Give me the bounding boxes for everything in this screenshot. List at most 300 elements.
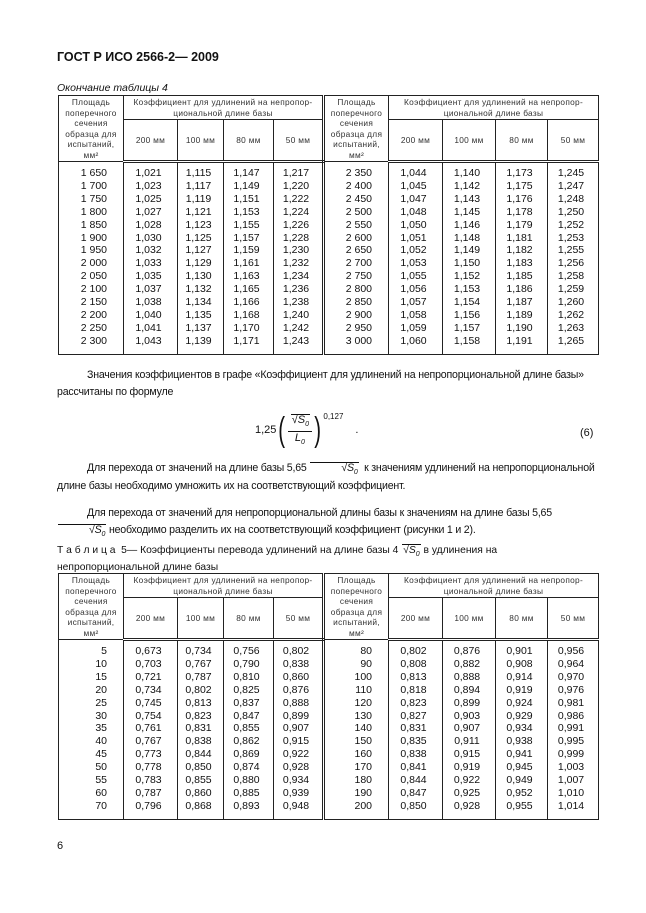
coefficient-cell: 0,850 — [389, 800, 443, 819]
coefficient-cell: 0,882 — [443, 658, 496, 671]
area-cell: 45 — [59, 748, 124, 761]
coefficient-cell: 0,844 — [389, 774, 443, 787]
coefficient-cell: 1,023 — [124, 180, 178, 193]
coefficient-cell: 0,813 — [389, 671, 443, 684]
coefficient-cell: 0,838 — [389, 748, 443, 761]
coefficient-group-header: Коэффициент для удлинений на непропор-циональной длине базы — [124, 574, 324, 598]
area-column-header: Площадь поперечного сечения образца для испытаний, мм² — [324, 96, 389, 162]
area-cell: 140 — [324, 722, 389, 735]
coefficient-cell: 1,129 — [178, 257, 224, 270]
paragraph-formula-intro — [57, 367, 598, 401]
area-cell: 2 300 — [59, 335, 124, 354]
table-row — [59, 257, 599, 270]
page-number: 6 — [57, 840, 64, 852]
document-code-header: ГОСТ Р ИСО 2566-2— 2009 — [57, 50, 219, 64]
coefficient-cell: 0,825 — [224, 684, 274, 697]
coefficient-cell: 0,808 — [389, 658, 443, 671]
coefficient-cell: 0,901 — [496, 640, 548, 658]
caption-text: в удлинения на непропорциональной длине базы — [57, 545, 498, 574]
base-length-header: 80 мм — [496, 598, 548, 640]
area-cell: 2 800 — [324, 283, 389, 296]
base-length-header: 200 мм — [124, 598, 178, 640]
coefficient-cell: 0,885 — [224, 787, 274, 800]
coefficient-cell: 1,134 — [178, 296, 224, 309]
area-cell: 2 600 — [324, 232, 389, 245]
coefficient-cell: 1,183 — [496, 257, 548, 270]
area-cell: 2 400 — [324, 180, 389, 193]
area-cell: 80 — [324, 640, 389, 658]
coefficient-cell: 0,773 — [124, 748, 178, 761]
area-column-header: Площадь поперечного сечения образца для испытаний, мм² — [324, 574, 389, 640]
coefficient-cell: 0,756 — [224, 640, 274, 658]
base-length-header: 100 мм — [443, 120, 496, 162]
area-cell: 1 700 — [59, 180, 124, 193]
coefficient-cell: 1,256 — [548, 257, 599, 270]
formula-exponent: 0,127 — [323, 412, 344, 421]
subscript: 0 — [101, 531, 106, 539]
area-cell: 170 — [324, 761, 389, 774]
coefficient-cell: 1,021 — [124, 162, 178, 180]
base-length-header: 50 мм — [274, 120, 324, 162]
coefficient-cell: 1,056 — [389, 283, 443, 296]
coefficient-cell: 1,178 — [496, 206, 548, 219]
coefficient-cell: 0,869 — [224, 748, 274, 761]
area-cell: 2 350 — [324, 162, 389, 180]
table-row — [59, 244, 599, 257]
coefficient-cell: 1,032 — [124, 244, 178, 257]
coefficient-cell: 0,787 — [178, 671, 224, 684]
coefficient-cell: 0,922 — [274, 748, 324, 761]
coefficient-group-header: Коэффициент для удлинений на непропор-циональной длине базы — [389, 574, 599, 598]
coefficient-cell: 1,243 — [274, 335, 324, 354]
area-cell: 2 200 — [59, 309, 124, 322]
coefficient-cell: 0,673 — [124, 640, 178, 658]
coefficient-cell: 0,837 — [224, 697, 274, 710]
coefficient-cell: 0,952 — [496, 787, 548, 800]
coefficient-cell: 0,949 — [496, 774, 548, 787]
base-length-header: 100 мм — [178, 120, 224, 162]
right-paren: ) — [314, 411, 322, 449]
coefficient-cell: 1,252 — [548, 219, 599, 232]
coefficient-cell: 1,165 — [224, 283, 274, 296]
paragraph-text: необходимо разделить их на соответствующий коэффициент (рисунки 1 и 2). — [108, 524, 476, 536]
area-cell: 1 950 — [59, 244, 124, 257]
coefficient-cell: 1,117 — [178, 180, 224, 193]
coefficient-cell: 1,161 — [224, 257, 274, 270]
coefficient-cell: 0,802 — [389, 640, 443, 658]
coefficient-cell: 1,150 — [443, 257, 496, 270]
base-length-header: 100 мм — [443, 598, 496, 640]
table-row — [59, 658, 599, 671]
coefficient-cell: 1,057 — [389, 296, 443, 309]
coefficient-cell: 1,248 — [548, 193, 599, 206]
coefficient-cell: 1,224 — [274, 206, 324, 219]
table-row — [59, 270, 599, 283]
paragraph-text: Для перехода от значений на длине базы 5,65 — [87, 462, 307, 474]
formula-period: . — [355, 424, 359, 436]
coefficient-cell: 0,802 — [274, 640, 324, 658]
coefficient-cell: 1,242 — [274, 322, 324, 335]
coefficient-cell: 1,179 — [496, 219, 548, 232]
coefficient-cell: 0,790 — [224, 658, 274, 671]
coefficient-cell: 1,159 — [224, 244, 274, 257]
coefficient-cell: 0,915 — [443, 748, 496, 761]
area-cell: 200 — [324, 800, 389, 819]
coefficient-cell: 0,876 — [274, 684, 324, 697]
area-cell: 35 — [59, 722, 124, 735]
coefficient-cell: 1,041 — [124, 322, 178, 335]
coefficient-cell: 0,893 — [224, 800, 274, 819]
subscript: 0 — [353, 469, 358, 477]
coefficient-cell: 0,860 — [178, 787, 224, 800]
coefficient-cell: 1,232 — [274, 257, 324, 270]
coefficient-cell: 0,945 — [496, 761, 548, 774]
coefficient-cell: 0,862 — [224, 735, 274, 748]
table-row — [59, 774, 599, 787]
coefficient-cell: 1,265 — [548, 335, 599, 354]
table-row — [59, 322, 599, 335]
coefficient-cell: 0,928 — [274, 761, 324, 774]
variable: S — [94, 524, 102, 536]
coefficient-cell: 1,038 — [124, 296, 178, 309]
coefficient-cell: 1,145 — [443, 206, 496, 219]
coefficient-cell: 1,014 — [548, 800, 599, 819]
coefficient-cell: 1,149 — [224, 180, 274, 193]
formula-coefficient: 1,25 — [255, 424, 277, 436]
coefficient-cell: 1,143 — [443, 193, 496, 206]
coefficient-cell: 1,059 — [389, 322, 443, 335]
coefficient-cell: 0,874 — [224, 761, 274, 774]
coefficient-cell: 1,127 — [178, 244, 224, 257]
area-cell: 2 100 — [59, 283, 124, 296]
variable: S — [347, 462, 354, 474]
coefficient-cell: 0,981 — [548, 697, 599, 710]
coefficient-cell: 0,899 — [443, 697, 496, 710]
coefficient-cell: 0,888 — [443, 671, 496, 684]
table-row — [59, 640, 599, 658]
coefficient-cell: 1,060 — [389, 335, 443, 354]
coefficient-cell: 1,052 — [389, 244, 443, 257]
table-row — [59, 787, 599, 800]
coefficient-cell: 1,168 — [224, 309, 274, 322]
paragraph-text: Значения коэффициентов в графе «Коэффициент для удлинений на непропорциональной длине базы» рассчитаны по формуле — [57, 369, 584, 398]
table-row — [59, 722, 599, 735]
coefficient-cell: 1,262 — [548, 309, 599, 322]
area-cell: 130 — [324, 710, 389, 723]
area-cell: 2 850 — [324, 296, 389, 309]
area-cell: 2 500 — [324, 206, 389, 219]
table-row — [59, 309, 599, 322]
coefficient-cell: 1,240 — [274, 309, 324, 322]
coefficient-cell: 0,894 — [443, 684, 496, 697]
coefficient-cell: 1,217 — [274, 162, 324, 180]
coefficient-cell: 1,253 — [548, 232, 599, 245]
coefficient-cell: 0,810 — [224, 671, 274, 684]
coefficient-cell: 1,048 — [389, 206, 443, 219]
paragraph-multiply — [57, 460, 598, 495]
base-length-header: 80 мм — [224, 120, 274, 162]
sqrt-s0 — [58, 524, 106, 540]
coefficient-cell: 0,999 — [548, 748, 599, 761]
base-length-header: 200 мм — [389, 598, 443, 640]
formula-denominator: L — [294, 431, 301, 444]
sqrt-symbol — [291, 414, 310, 430]
formula-6 — [255, 410, 358, 450]
area-cell: 1 850 — [59, 219, 124, 232]
coefficient-cell: 1,230 — [274, 244, 324, 257]
coefficient-cell: 0,919 — [496, 684, 548, 697]
coefficient-cell: 0,907 — [443, 722, 496, 735]
coefficient-cell: 1,191 — [496, 335, 548, 354]
table5-caption — [57, 543, 598, 576]
coefficient-cell: 1,189 — [496, 309, 548, 322]
coefficient-cell: 0,941 — [496, 748, 548, 761]
coefficient-cell: 1,007 — [548, 774, 599, 787]
coefficient-cell: 0,734 — [178, 640, 224, 658]
coefficient-cell: 0,831 — [389, 722, 443, 735]
coefficient-cell: 1,236 — [274, 283, 324, 296]
table-row — [59, 296, 599, 309]
coefficient-cell: 0,915 — [274, 735, 324, 748]
paragraph-divide — [57, 505, 598, 540]
coefficient-cell: 0,888 — [274, 697, 324, 710]
coefficient-cell: 0,838 — [274, 658, 324, 671]
coefficient-cell: 1,171 — [224, 335, 274, 354]
base-length-header: 200 мм — [389, 120, 443, 162]
coefficient-cell: 1,010 — [548, 787, 599, 800]
coefficient-cell: 1,146 — [443, 219, 496, 232]
subscript: 0 — [415, 551, 420, 559]
area-cell: 5 — [59, 640, 124, 658]
coefficient-cell: 1,187 — [496, 296, 548, 309]
area-cell: 20 — [59, 684, 124, 697]
coefficient-cell: 0,922 — [443, 774, 496, 787]
coefficient-cell: 0,934 — [274, 774, 324, 787]
coefficient-cell: 0,911 — [443, 735, 496, 748]
table-4 — [58, 95, 599, 355]
area-cell: 2 900 — [324, 309, 389, 322]
coefficient-cell: 0,767 — [178, 658, 224, 671]
coefficient-cell: 0,964 — [548, 658, 599, 671]
table-row — [59, 219, 599, 232]
coefficient-cell: 1,132 — [178, 283, 224, 296]
coefficient-cell: 1,151 — [224, 193, 274, 206]
coefficient-cell: 1,259 — [548, 283, 599, 296]
coefficient-cell: 1,035 — [124, 270, 178, 283]
area-cell: 90 — [324, 658, 389, 671]
subscript: 0 — [301, 438, 305, 446]
table-row — [59, 684, 599, 697]
table-row — [59, 710, 599, 723]
formula-fraction — [288, 414, 312, 445]
area-cell: 100 — [324, 671, 389, 684]
coefficient-cell: 1,139 — [178, 335, 224, 354]
coefficient-cell: 1,003 — [548, 761, 599, 774]
coefficient-cell: 0,948 — [274, 800, 324, 819]
coefficient-cell: 1,157 — [224, 232, 274, 245]
coefficient-cell: 0,844 — [178, 748, 224, 761]
area-cell: 120 — [324, 697, 389, 710]
base-length-header: 80 мм — [496, 120, 548, 162]
coefficient-cell: 0,847 — [224, 710, 274, 723]
coefficient-cell: 1,045 — [389, 180, 443, 193]
area-cell: 2 750 — [324, 270, 389, 283]
coefficient-cell: 0,783 — [124, 774, 178, 787]
coefficient-cell: 1,158 — [443, 335, 496, 354]
area-cell: 70 — [59, 800, 124, 819]
coefficient-cell: 1,044 — [389, 162, 443, 180]
coefficient-cell: 0,761 — [124, 722, 178, 735]
coefficient-cell: 0,955 — [496, 800, 548, 819]
table-row — [59, 283, 599, 296]
left-paren: ( — [278, 411, 286, 449]
area-cell: 180 — [324, 774, 389, 787]
area-cell: 10 — [59, 658, 124, 671]
coefficient-cell: 1,228 — [274, 232, 324, 245]
coefficient-cell: 1,247 — [548, 180, 599, 193]
coefficient-cell: 1,142 — [443, 180, 496, 193]
coefficient-cell: 0,934 — [496, 722, 548, 735]
variable: S — [408, 545, 416, 556]
table-row — [59, 193, 599, 206]
area-cell: 2 650 — [324, 244, 389, 257]
coefficient-cell: 0,970 — [548, 671, 599, 684]
table-row — [59, 335, 599, 354]
coefficient-cell: 1,152 — [443, 270, 496, 283]
coefficient-cell: 1,055 — [389, 270, 443, 283]
coefficient-cell: 0,813 — [178, 697, 224, 710]
coefficient-group-header: Коэффициент для удлинений на непропор-циональной длине базы — [389, 96, 599, 120]
coefficient-cell: 1,185 — [496, 270, 548, 283]
coefficient-cell: 0,925 — [443, 787, 496, 800]
coefficient-cell: 1,163 — [224, 270, 274, 283]
coefficient-cell: 0,835 — [389, 735, 443, 748]
coefficient-cell: 1,125 — [178, 232, 224, 245]
coefficient-cell: 0,823 — [178, 710, 224, 723]
table4-continuation-caption: Окончание таблицы 4 — [57, 82, 168, 94]
coefficient-cell: 1,176 — [496, 193, 548, 206]
coefficient-cell: 1,135 — [178, 309, 224, 322]
coefficient-cell: 0,745 — [124, 697, 178, 710]
coefficient-cell: 0,823 — [389, 697, 443, 710]
coefficient-cell: 1,053 — [389, 257, 443, 270]
area-cell: 25 — [59, 697, 124, 710]
coefficient-cell: 1,182 — [496, 244, 548, 257]
table-label: Т а б л и ц а 5 — [57, 545, 127, 556]
sqrt-s0 — [310, 462, 358, 478]
coefficient-cell: 1,173 — [496, 162, 548, 180]
coefficient-cell: 1,222 — [274, 193, 324, 206]
coefficient-cell: 1,250 — [548, 206, 599, 219]
area-cell: 1 900 — [59, 232, 124, 245]
subscript: 0 — [305, 421, 310, 429]
coefficient-cell: 0,903 — [443, 710, 496, 723]
area-column-header: Площадь поперечного сечения образца для испытаний, мм² — [59, 574, 124, 640]
area-cell: 30 — [59, 710, 124, 723]
coefficient-cell: 0,929 — [496, 710, 548, 723]
formula-numerator: S — [297, 414, 306, 427]
coefficient-cell: 1,025 — [124, 193, 178, 206]
table-row — [59, 748, 599, 761]
coefficient-cell: 0,991 — [548, 722, 599, 735]
area-cell: 160 — [324, 748, 389, 761]
area-cell: 2 550 — [324, 219, 389, 232]
coefficient-cell: 0,838 — [178, 735, 224, 748]
coefficient-cell: 1,030 — [124, 232, 178, 245]
coefficient-cell: 1,181 — [496, 232, 548, 245]
base-length-header: 50 мм — [548, 120, 599, 162]
equation-number: (6) — [580, 427, 594, 439]
area-cell: 110 — [324, 684, 389, 697]
coefficient-cell: 0,831 — [178, 722, 224, 735]
table-row — [59, 232, 599, 245]
coefficient-cell: 1,033 — [124, 257, 178, 270]
coefficient-cell: 1,166 — [224, 296, 274, 309]
caption-text: — Коэффициенты перевода удлинений на длине базы 4 — [126, 545, 399, 556]
coefficient-cell: 0,928 — [443, 800, 496, 819]
coefficient-cell: 1,149 — [443, 244, 496, 257]
table-row — [59, 162, 599, 180]
coefficient-cell: 0,787 — [124, 787, 178, 800]
coefficient-cell: 1,123 — [178, 219, 224, 232]
coefficient-cell: 0,778 — [124, 761, 178, 774]
coefficient-cell: 1,190 — [496, 322, 548, 335]
paragraph-text: Для перехода от значений для непропорциональной длины базы к значениям на длине базы 5,65 — [87, 507, 552, 519]
coefficient-cell: 1,028 — [124, 219, 178, 232]
coefficient-cell: 0,796 — [124, 800, 178, 819]
base-length-header: 50 мм — [548, 598, 599, 640]
coefficient-cell: 1,220 — [274, 180, 324, 193]
area-cell: 2 700 — [324, 257, 389, 270]
area-cell: 2 000 — [59, 257, 124, 270]
coefficient-cell: 0,850 — [178, 761, 224, 774]
coefficient-cell: 0,855 — [178, 774, 224, 787]
coefficient-cell: 0,754 — [124, 710, 178, 723]
coefficient-cell: 0,976 — [548, 684, 599, 697]
coefficient-cell: 0,938 — [496, 735, 548, 748]
coefficient-cell: 1,027 — [124, 206, 178, 219]
coefficient-cell: 1,155 — [224, 219, 274, 232]
coefficient-cell: 0,914 — [496, 671, 548, 684]
base-length-header: 200 мм — [124, 120, 178, 162]
coefficient-cell: 0,855 — [224, 722, 274, 735]
coefficient-cell: 1,043 — [124, 335, 178, 354]
header-row — [59, 96, 599, 120]
coefficient-cell: 1,147 — [224, 162, 274, 180]
coefficient-cell: 0,986 — [548, 710, 599, 723]
coefficient-cell: 0,703 — [124, 658, 178, 671]
table-row — [59, 761, 599, 774]
coefficient-cell: 1,186 — [496, 283, 548, 296]
coefficient-cell: 1,130 — [178, 270, 224, 283]
area-cell: 2 450 — [324, 193, 389, 206]
coefficient-cell: 0,734 — [124, 684, 178, 697]
coefficient-cell: 0,827 — [389, 710, 443, 723]
area-cell: 1 650 — [59, 162, 124, 180]
coefficient-cell: 1,153 — [224, 206, 274, 219]
sqrt-s0 — [402, 544, 420, 560]
coefficient-cell: 0,818 — [389, 684, 443, 697]
table-row — [59, 206, 599, 219]
coefficient-cell: 0,956 — [548, 640, 599, 658]
coefficient-cell: 0,847 — [389, 787, 443, 800]
area-cell: 150 — [324, 735, 389, 748]
coefficient-cell: 0,899 — [274, 710, 324, 723]
table-row — [59, 671, 599, 684]
area-cell: 55 — [59, 774, 124, 787]
coefficient-cell: 0,995 — [548, 735, 599, 748]
coefficient-cell: 1,258 — [548, 270, 599, 283]
